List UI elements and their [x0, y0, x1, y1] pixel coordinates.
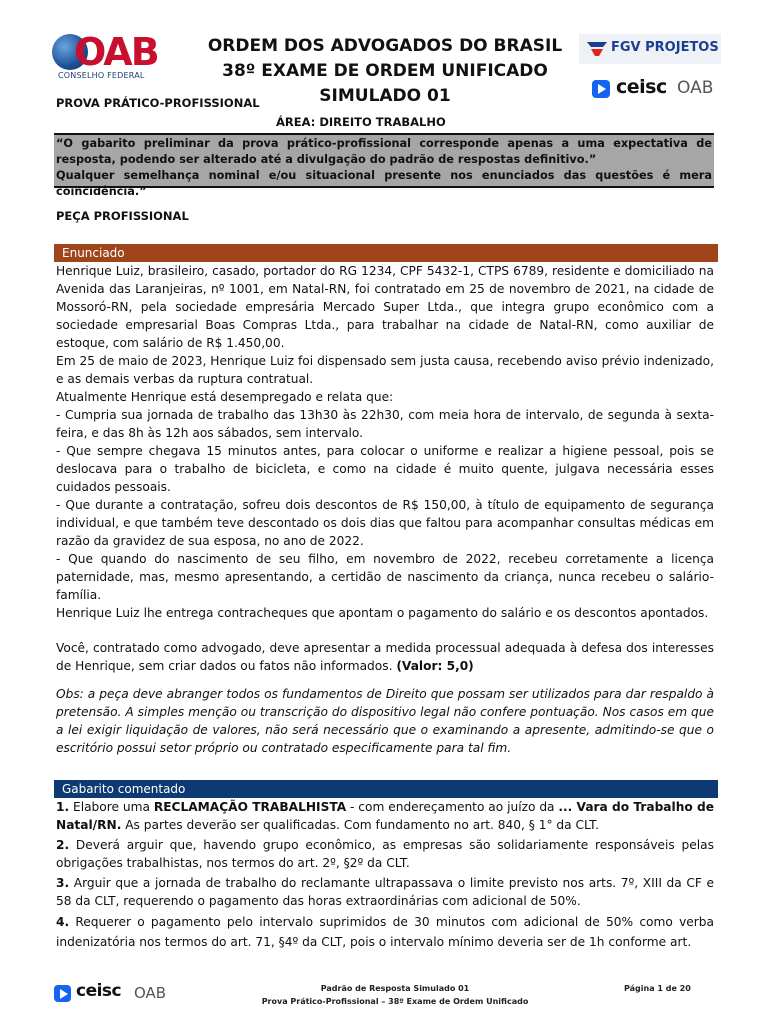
enunciado-body	[56, 262, 714, 675]
play-icon	[592, 80, 610, 98]
title-line-2: 38º EXAME DE ORDEM UNIFICADO	[222, 61, 548, 81]
disclaimer-box	[54, 133, 714, 198]
prova-label: PROVA PRÁTICO-PROFISSIONAL	[56, 96, 260, 110]
task-text: Você, contratado como advogado, deve apresentar a medida processual adequada à defesa dos interesses de Henrique, sem criar dados ou fatos não informados.	[56, 641, 714, 673]
ceisc-logo-word: ceisc	[76, 981, 122, 1001]
ceisc-logo-word: ceisc	[616, 76, 667, 98]
gabarito-item-number: 3.	[56, 876, 70, 890]
gabarito-item-text: Elabore uma	[69, 800, 154, 814]
gabarito-item-text: As partes deverão ser qualificadas. Com fundamento no art. 840, § 1° da CLT.	[121, 818, 600, 832]
fgv-projetos-logo	[579, 34, 721, 64]
gabarito-item-text: Deverá arguir que, havendo grupo econômico, as empresas são solidariamente responsáveis pelas obrigações trabalhistas, nos termos do art. 2º, §2º da CLT.	[56, 838, 714, 870]
paragraph-gap	[56, 622, 714, 639]
disclaimer-line-1: “O gabarito preliminar da prova prático-profissional corresponde apenas a uma expectativa de resposta, podendo ser alterado até a divulgação do padrão de respostas definitivo.”	[56, 137, 712, 166]
enunciado-paragraph: Em 25 de maio de 2023, Henrique Luiz foi dispensado sem justa causa, recebendo aviso prévio indenizado, e as demais verbas da ruptura contratual.	[56, 354, 714, 386]
oab-logo	[52, 30, 158, 84]
task-paragraph	[56, 639, 714, 675]
gabarito-heading: Gabarito comentado	[54, 780, 718, 798]
play-icon	[54, 985, 71, 1002]
ceisc-logo-oab: OAB	[134, 984, 167, 1002]
gabarito-item	[56, 874, 714, 910]
enunciado-paragraph: - Que durante a contratação, sofreu dois descontos de R$ 150,00, à título de equipamento de segurança individual, e que também teve descontado os dois dias que faltou para acompanhar consultas médicas em razão da gravidez de sua esposa, no ano de 2022.	[56, 498, 714, 548]
enunciado-paragraph: - Cumpria sua jornada de trabalho das 13h30 às 22h30, com meia hora de intervalo, de segunda à sexta-feira, e das 8h às 12h aos sábados, sem intervalo.	[56, 408, 714, 440]
fgv-mark-icon	[587, 42, 607, 56]
fgv-logo-text: FGV PROJETOS	[611, 40, 719, 55]
section-title: PEÇA PROFISSIONAL	[56, 209, 189, 223]
oab-logo-letters: OAB	[74, 30, 158, 74]
gabarito-item-number: 2.	[56, 838, 70, 852]
enunciado-paragraph: Henrique Luiz lhe entrega contracheques que apontam o pagamento do salário e os descontos apontados.	[56, 606, 709, 620]
title-line-3: SIMULADO 01	[319, 86, 451, 106]
gabarito-item-text: Arguir que a jornada de trabalho do reclamante ultrapassava o limite previsto nos arts. 7º, XIII da CF e 58 da CLT, requerendo o pagamento das horas extraordinárias com adicional de 50%.	[56, 876, 714, 908]
gabarito-item-bold: ... Vara do Trabalho de Natal/RN.	[56, 800, 714, 832]
oab-logo-subtitle: CONSELHO FEDERAL	[58, 71, 145, 80]
disclaimer-line-2: Qualquer semelhança nominal e/ou situacional presente nos enunciados das questões é mera coincidência.”	[56, 169, 712, 198]
enunciado-paragraph: - Que sempre chegava 15 minutos antes, para colocar o uniforme e realizar a higiene pessoal, pois se deslocava para o trabalho de bicicleta, e como na cidade é muito quente, julgava necessária esses cuidados pessoais.	[56, 444, 714, 494]
gabarito-item	[56, 836, 714, 872]
gabarito-item-number: 1.	[56, 800, 70, 814]
footer-caption	[230, 982, 560, 1008]
title-line-1: ORDEM DOS ADVOGADOS DO BRASIL	[207, 36, 563, 56]
gabarito-item	[56, 798, 714, 834]
gabarito-item-text: - com endereçamento ao juízo da	[346, 800, 559, 814]
footer-line-2: Prova Prático-Profissional – 38º Exame de Ordem Unificado	[261, 997, 529, 1006]
footer-line-1: Padrão de Resposta Simulado 01	[320, 984, 470, 993]
enunciado-paragraph: - Que quando do nascimento de seu filho, em novembro de 2022, recebeu corretamente a licença paternidade, mas, mesmo apresentando, a certidão de nascimento da criança, nunca recebeu o salário-família.	[56, 552, 714, 602]
gabarito-item	[56, 912, 714, 952]
gabarito-list	[56, 798, 714, 952]
page-number: Página 1 de 20	[624, 984, 691, 993]
gabarito-item-text: Requerer o pagamento pelo intervalo suprimidos de 30 minutos com adicional de 50% como verba indenizatória nos termos do art. 71, §4º da CLT, pois o intervalo mínimo deveria ser de 1h conforme art.	[56, 915, 714, 949]
area-label: ÁREA: DIREITO TRABALHO	[276, 115, 446, 129]
task-value: (Valor: 5,0)	[396, 659, 474, 673]
enunciado-paragraph: Atualmente Henrique está desempregado e relata que:	[56, 390, 394, 404]
observation-note: Obs: a peça deve abranger todos os fundamentos de Direito que possam ser utilizados para dar respaldo à pretensão. A simples menção ou transcrição do dispositivo legal não confere pontuação. Nos casos em que a lei exigir liquidação de valores, não será necessário que o examinando a apresente, admitindo-se que o escritório possui setor próprio ou contratado especificamente para tal fim.	[56, 687, 714, 755]
gabarito-item-bold: RECLAMAÇÃO TRABALHISTA	[153, 800, 347, 814]
enunciado-heading: Enunciado	[54, 244, 718, 262]
gabarito-item-number: 4.	[56, 915, 70, 929]
ceisc-logo-oab: OAB	[677, 78, 714, 98]
enunciado-paragraph: Henrique Luiz, brasileiro, casado, portador do RG 1234, CPF 5432-1, CTPS 6789, residente e domiciliado na Avenida das Laranjeiras, nº 1001, em Natal-RN, foi contratado em 25 de novembro de 2021, na cidade de Mossoró-RN, pela sociedade empresária Mercado Super Ltda., que integra grupo econômico com a sociedade empresarial Boas Compras Ltda., para trabalhar na cidade de Natal-RN, como auxiliar de estoque, com salário de R$ 1.450,00.	[56, 264, 714, 350]
